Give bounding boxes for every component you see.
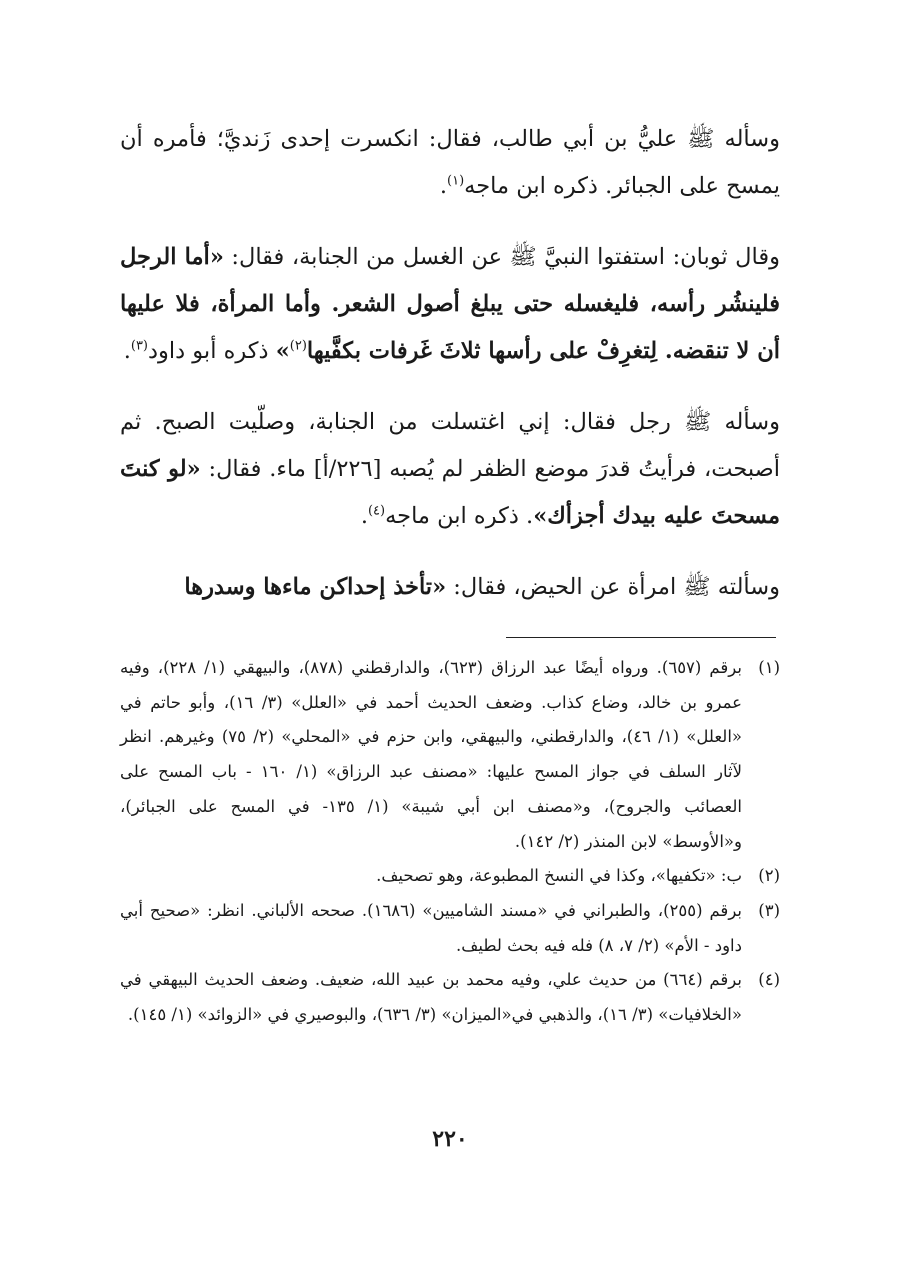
paragraph-2 xyxy=(120,234,780,375)
footnote-number: (٣) xyxy=(758,900,780,920)
footnote-text: برقم (٦٥٧). ورواه أيضًا عبد الرزاق (٦٢٣)، والدارقطني (٨٧٨)، والبيهقي (١/ ٢٢٨)، وفيه عمرو بن خالد، وضاع كذاب. وضعف الحديث أحمد في «العلل» (٣/ ١٦)، وأبو حاتم في «العلل» (١/ ٤٦)، والدارقطني، والبيهقي، وابن حزم في «المحلي» (٢/ ٧٥) وغيرهم. انظر لآثار السلف في جواز المسح عليها: «مصنف عبد الرزاق» (١/ ١٦٠ - باب المسح على العصائب والجروح)، و«مصنف ابن أبي شيبة» (١/ ١٣٥- في المسح على الجبائر)، و«الأوسط» لابن المنذر (٢/ ١٤٢). xyxy=(120,658,743,851)
footnote-4 xyxy=(120,963,780,1032)
footnote-number: (١) xyxy=(758,658,780,677)
paragraph-2-end: . xyxy=(123,338,131,364)
footnote-ref-3[interactable]: (٣) xyxy=(130,338,148,354)
footnote-text: ب: «تكفيها»، وكذا في النسخ المطبوعة، وهو تصحيف. xyxy=(376,866,742,886)
footnote-ref-4[interactable]: (٤) xyxy=(367,503,386,519)
hadith-quote-2-end: » xyxy=(275,338,290,364)
paragraph-2-text: وقال ثوبان: استفتوا النبيَّ ﷺ عن الغسل من الجنابة، فقال: xyxy=(223,244,781,270)
hadith-quote-2: «أما الرجل فلينشُر رأسه، فليغسله حتى يبلغ أصول الشعر. وأما المرأة، فلا عليها أن لا تنقضه. لِتغرِفْ على رأسها ثلاثَ غَرفات بكفَّيها xyxy=(120,244,780,364)
footnote-2 xyxy=(120,859,780,894)
paragraph-3 xyxy=(120,399,780,540)
paragraph-3-end: . xyxy=(360,503,368,529)
footnote-ref-1[interactable]: (١) xyxy=(447,173,465,189)
paragraph-1 xyxy=(120,116,780,210)
footnote-3 xyxy=(120,894,780,963)
paragraph-4 xyxy=(120,564,780,611)
paragraph-2-citation: ذكره أبو داود xyxy=(148,338,276,364)
paragraph-1-end: . xyxy=(439,173,448,199)
footnote-text: برقم (٦٦٤) من حديث علي، وفيه محمد بن عبيد الله، ضعيف. وضعف الحديث البيهقي في «الخلافيات» (٣/ ١٦)، والذهبي في«الميزان» (٣/ ٦٣٦)، والبوصيري في «الزوائد» (١/ ١٤٥). xyxy=(120,970,743,1025)
hadith-quote-3: «لو كنتَ مسحتَ عليه بيدك أجزأك» xyxy=(120,456,780,529)
paragraph-3-text: وسأله ﷺ رجل فقال: إني اغتسلت من الجنابة، وصلّيت الصبح. ثم أصبحت، فرأيتُ قدرَ موضع الظفر لم يُصبه [٢٢٦/أ] ماء. فقال: xyxy=(120,409,780,482)
main-text xyxy=(120,116,780,635)
footnote-1 xyxy=(120,651,780,859)
paragraph-4-text: وسألته ﷺ امرأة عن الحيض، فقال: xyxy=(446,574,780,600)
footnote-number: (٤) xyxy=(758,970,780,990)
footnote-separator xyxy=(506,637,776,638)
hadith-quote-4: «تأخذ إحداكن ماءها وسدرها xyxy=(184,574,447,600)
footnote-text: برقم (٢٥٥)، والطبراني في «مسند الشاميين» (١٦٨٦). صححه الألباني. انظر: «صحيح أبي داود - الأم» (٢/ ٧، ٨) فله فيه بحث لطيف. xyxy=(120,900,743,955)
footnote-ref-2[interactable]: (٢) xyxy=(289,338,307,354)
paragraph-3-citation: . ذكره ابن ماجه xyxy=(385,503,534,529)
footnotes xyxy=(120,651,780,1033)
footnote-number: (٢) xyxy=(758,866,780,886)
page-number: ٢٢٠ xyxy=(432,1126,468,1152)
paragraph-1-text: وسأله ﷺ عليُّ بن أبي طالب، فقال: انكسرت إحدى زَنديَّ؛ فأمره أن يمسح على الجبائر. ذكره ابن ماجه xyxy=(120,126,780,199)
